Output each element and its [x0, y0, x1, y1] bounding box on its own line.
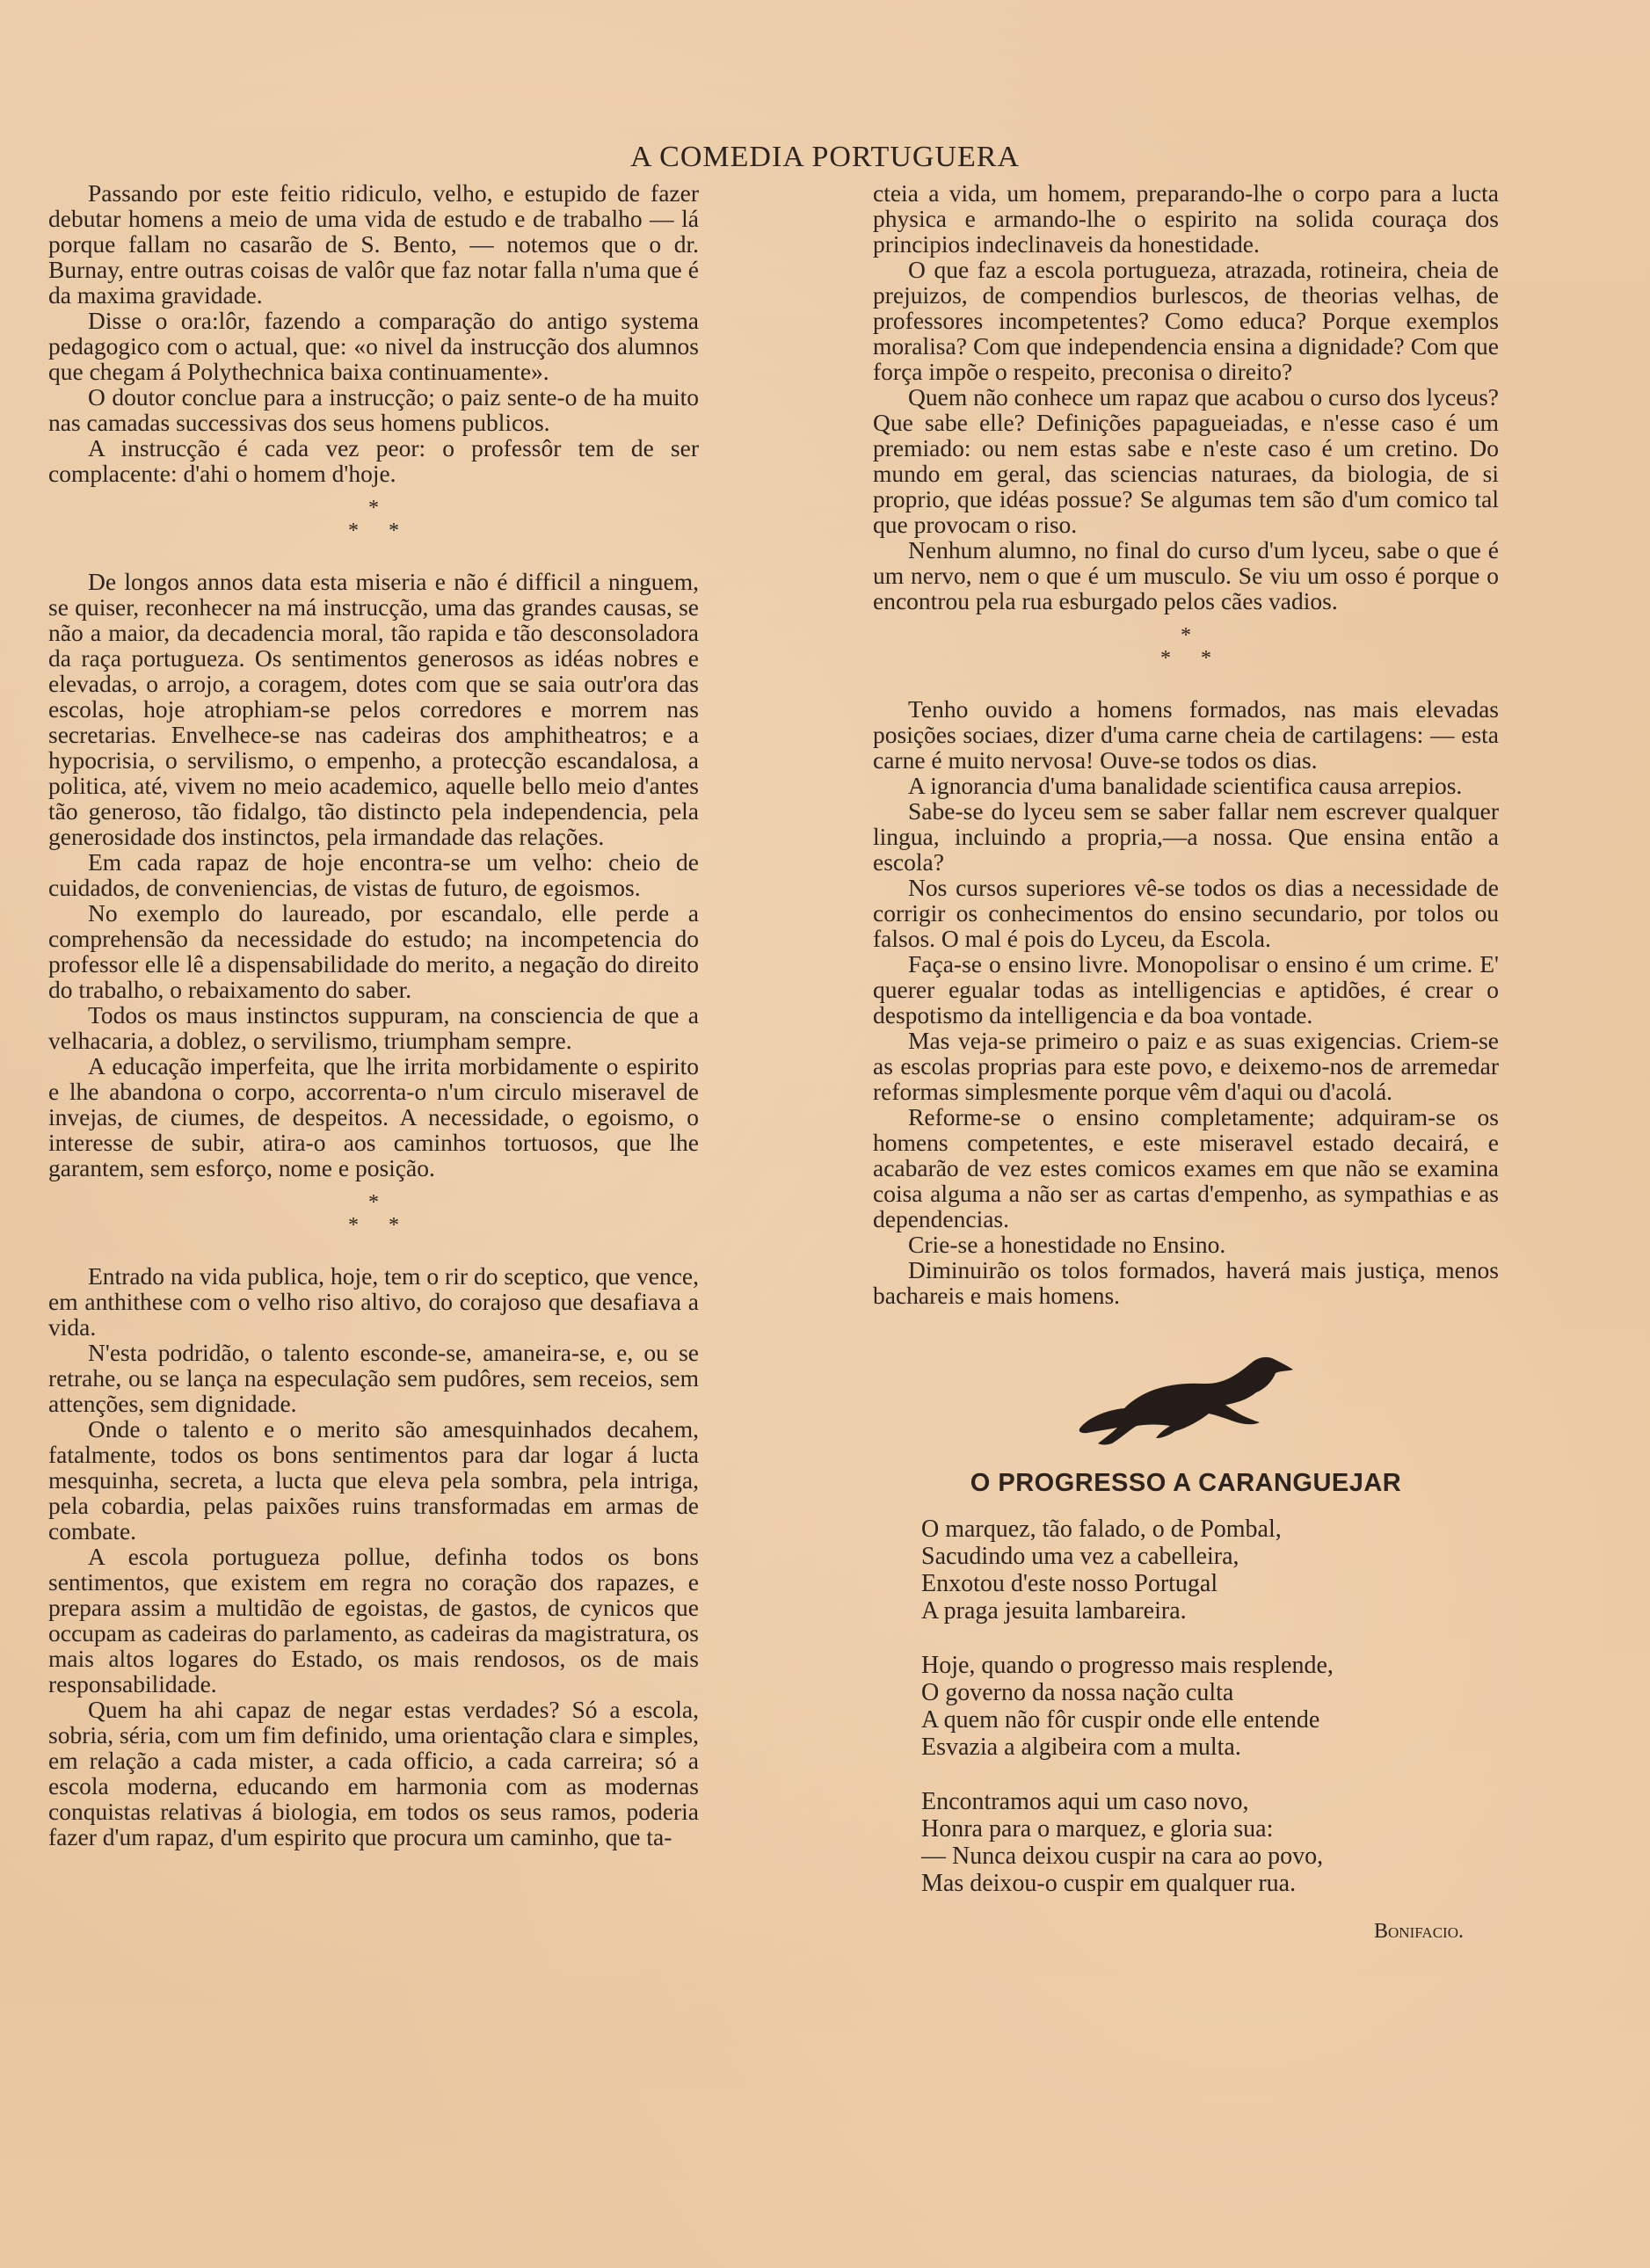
paragraph: Entrado na vida publica, hoje, tem o rir do sceptico, que vence, em anthithese com o velho riso altivo, do corajoso que desafiava a vida.: [48, 1262, 699, 1341]
paragraph: Crie-se a honestidade no Ensino.: [908, 1231, 1226, 1258]
left-section-3: [48, 1263, 699, 1850]
paragraph: Mas veja-se primeiro o paiz e as suas exigencias. Criem-se as escolas proprias para este povo, e deixemo-nos de arremedar reformas simplesmente porque vêm d'aqui ou d'acolá.: [873, 1027, 1499, 1105]
paragraph: Disse o ora:lôr, fazendo a comparação do antigo systema pedagogico com o actual, que: «o nivel da instrucção dos alumnos que chegam á Polythechnica baixa continuamente».: [48, 307, 699, 385]
dog-vignette: [873, 1347, 1499, 1457]
separator-stars: * *: [348, 1214, 399, 1237]
paragraph: Todos os maus instinctos suppuram, na consciencia de que a velhacaria, a doblez, o servilismo, triumpham sempre.: [48, 1001, 699, 1054]
poem-line: Hoje, quando o progresso mais resplende,: [921, 1652, 1334, 1679]
poem-line: O marquez, tão falado, o de Pombal,: [921, 1516, 1282, 1543]
paragraph: A ignorancia d'uma banalidade scientifica causa arrepios.: [908, 772, 1463, 799]
paragraph: Em cada rapaz de hoje encontra-se um velho: cheio de cuidados, de conveniencias, de vistas de futuro, de egoismos.: [48, 848, 699, 901]
poem-line: O governo da nossa nação culta: [921, 1679, 1234, 1706]
paragraph: Diminuirão os tolos formados, haverá mais justiça, menos bachareis e mais homens.: [873, 1256, 1499, 1309]
paragraph: A instrucção é cada vez peor: o professôr tem de ser complacente: d'ahi o homem d'hoje.: [48, 434, 699, 487]
separator-stars: * *: [348, 520, 399, 542]
paragraph: Nos cursos superiores vê-se todos os dias a necessidade de corrigir os conhecimentos do ensino secundario, por tolos ou falsos. O mal é pois do Lyceu, da Escola.: [873, 874, 1499, 952]
paragraph: Reforme-se o ensino completamente; adquiram-se os homens competentes, e este miseravel estado decairá, e acabarão de vez estes comicos exames em que não se examina coisa alguma a não ser as cartas d'empenho, as sympathias e as dependencias.: [873, 1103, 1499, 1232]
right-section-2: [873, 696, 1499, 1308]
paragraph: A educação imperfeita, que lhe irrita morbidamente o espirito e lhe abandona o corpo, accorrenta-o n'um circulo miseravel de invejas, de ciumes, de despeitos. A necessidade, o egoismo, o interesse de subir, atira-o aos caminhos tortuosos, que lhe garantem, sem esforço, nome e posição.: [48, 1052, 699, 1181]
paragraph: O doutor conclue para a instrucção; o paiz sente-o de ha muito nas camadas successivas dos seus homens publicos.: [48, 383, 699, 436]
paragraph: Faça-se o ensino livre. Monopolisar o ensino é um crime. E' querer egualar todas as intelligencias e aptidões, é crear o despotismo da intelligencia e da boa vontade.: [873, 950, 1499, 1029]
poem-line: A quem não fôr cuspir onde elle entende: [921, 1706, 1320, 1734]
left-column: [48, 180, 699, 1850]
poem-title: O PROGRESSO A CARANGUEJAR: [970, 1469, 1402, 1497]
left-section-2: [48, 569, 699, 1181]
page-header: A COMEDIA PORTUGUERA: [630, 141, 1020, 173]
poem-line: Enxotou d'este nosso Portugal: [921, 1570, 1218, 1597]
paragraph: cteia a vida, um homem, preparando-lhe o corpo para a lucta physica e armando-lhe o espirito na solida couraça dos principios indeclinaveis da honestidade.: [873, 179, 1499, 258]
right-column: [873, 180, 1499, 1945]
poem-line: Encontramos aqui um caso novo,: [921, 1788, 1249, 1815]
separator-star: *: [368, 1191, 379, 1214]
paragraph: N'esta podridão, o talento esconde-se, amaneira-se, e, ou se retrahe, ou se lança na especulação sem pudôres, sem receios, sem attenções, sem dignidade.: [48, 1339, 699, 1417]
running-dog-icon: [1072, 1347, 1300, 1452]
paragraph: Onde o talento e o merito são amesquinhados decahem, fatalmente, todos os bons sentimentos para dar logar á lucta mesquinha, secreta, a lucta que eleva pela sombra, pela intriga, pela cobardia, pelas paixões ruins transformadas em armas de combate.: [48, 1415, 699, 1545]
separator-star: *: [1181, 624, 1191, 647]
paragraph: No exemplo do laureado, por escandalo, elle perde a comprehensão da necessidade do estudo; na incompetencia do professor elle lê a dispensabilidade do merito, a negação do direito do trabalho, o rebaixamento do saber.: [48, 899, 699, 1003]
paragraph: Quem ha ahi capaz de negar estas verdades? Só a escola, sobria, séria, com um fim definido, uma orientação clara e simples, em relação a cada mister, a cada officio, a cada carreira; só a escola moderna, educando em harmonia com as modernas conquistas relativas á biologia, em todos os seus ramos, poderia fazer d'um rapaz, d'um espirito que procura um caminho, que ta-: [48, 1696, 699, 1850]
poem-line: Honra para o marquez, e gloria sua:: [921, 1815, 1274, 1843]
right-section-1: [873, 180, 1499, 614]
poem-line: A praga jesuita lambareira.: [921, 1597, 1187, 1625]
paragraph: Sabe-se do lyceu sem se saber fallar nem escrever qualquer lingua, incluindo a propria,—a nossa. Que ensina então a escola?: [873, 797, 1499, 876]
section-separator: [873, 624, 1499, 670]
paragraph: Tenho ouvido a homens formados, nas mais elevadas posições sociaes, dizer d'uma carne cheia de cartilagens: — esta carne é muito nervosa! Ouve-se todos os dias.: [873, 695, 1499, 774]
poem-line: — Nunca deixou cuspir na cara ao povo,: [921, 1843, 1324, 1870]
paragraph: A escola portugueza pollue, definha todos os bons sentimentos, que existem em regra no coração dos rapazes, e prepara assim a multidão de egoistas, de gastos, de cynicos que occupam as cadeiras do parlamento, as cadeiras da magistratura, os mais altos logares do Estado, os mais rendosos, os de mais responsabilidade.: [48, 1543, 699, 1697]
poem-line: Mas deixou-o cuspir em qualquer rua.: [921, 1870, 1297, 1897]
section-separator: [48, 1191, 699, 1237]
poem-stanza: [921, 1788, 1499, 1897]
separator-stars: * *: [1160, 647, 1211, 670]
left-section-1: [48, 180, 699, 486]
separator-star: *: [368, 497, 379, 520]
poem-line: Sacudindo uma vez a cabelleira,: [921, 1543, 1239, 1570]
paragraph: De longos annos data esta miseria e não é difficil a ninguem, se quiser, reconhecer na má instrucção, uma das grandes causas, se não a maior, da decadencia moral, tão rapida e tão desconsoladora da raça portugueza. Os sentimentos generosos as idéas nobres e elevadas, o arrojo, a coragem, dotes com que se saia outr'ora das escolas, hoje atrophiam-se pelos corredores e morrem nas secretarias. Envelhece-se nas cadeiras dos amphitheatros; e a hypocrisia, o servilismo, o empenho, a protecção escandalosa, a politica, até, vivem no meio academico, aquelle bello meio d'antes tão generoso, tão fidalgo, tão distincto pela independencia, pela generosidade dos instinctos, pela irmandade das relações.: [48, 568, 699, 850]
poem-line: Esvazia a algibeira com a multa.: [921, 1734, 1241, 1761]
paragraph: Nenhum alumno, no final do curso d'um lyceu, sabe o que é um nervo, nem o que é um musculo. Se viu um osso é porque o encontrou pela rua esburgado pelos cães vadios.: [873, 536, 1499, 614]
paragraph: O que faz a escola portugueza, atrazada, rotineira, cheia de prejuizos, de compendios burlescos, de theorias velhas, de professores incompetentes? Como educa? Porque exemplos moralisa? Com que independencia ensina a dignidade? Com que força impõe o respeito, preconisa o direito?: [873, 256, 1499, 385]
poem: [921, 1516, 1499, 1897]
author-signature: Bonifacio.: [1374, 1920, 1464, 1943]
paragraph: Quem não conhece um rapaz que acabou o curso dos lyceus? Que sabe elle? Definições papagueiadas, e n'esse caso é um premiado: ou nem estas sabe e n'este caso é um cretino. Do mundo em geral, das sciencias naturaes, da biologia, de si proprio, que idéas possue? Se algumas tem são d'um comico tal que provocam o riso.: [873, 383, 1499, 538]
paragraph: Passando por este feitio ridiculo, velho, e estupido de fazer debutar homens a meio de uma vida de estudo e de trabalho — lá porque fallam no casarão de S. Bento, — notemos que o dr. Burnay, entre outras coisas de valôr que faz notar falla n'uma que é da maxima gravidade.: [48, 179, 699, 309]
section-separator: [48, 497, 699, 542]
poem-stanza: [921, 1652, 1499, 1761]
poem-stanza: [921, 1516, 1499, 1625]
